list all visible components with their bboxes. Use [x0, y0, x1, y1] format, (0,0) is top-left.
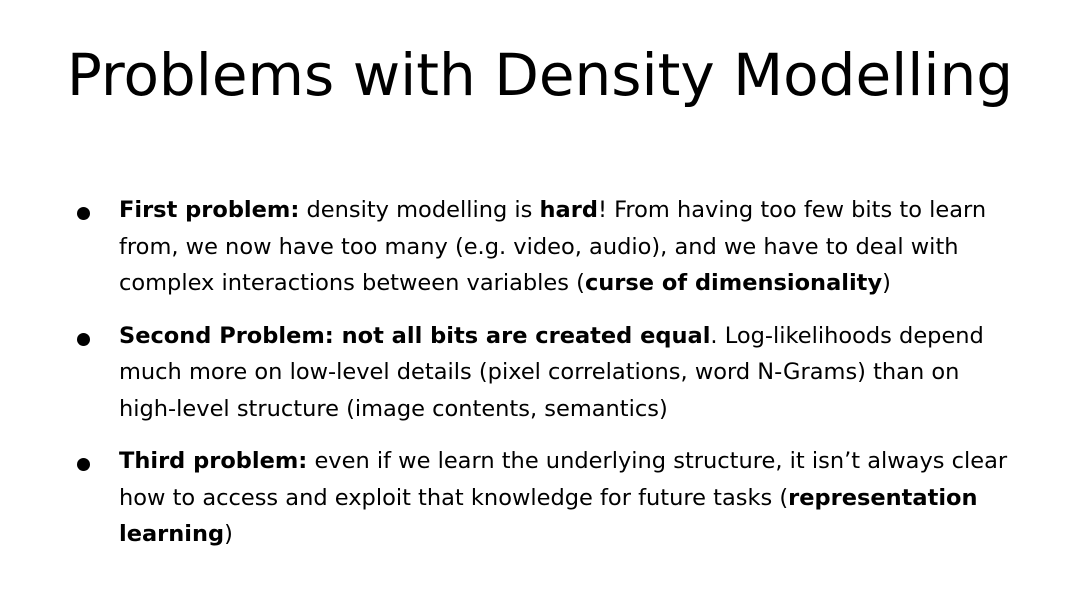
slide-title: Problems with Density Modelling	[66, 41, 1014, 109]
bullet-text: . Log-likelihoods depend much more on low-level details (pixel correlations, word N-Grams) than on high-level structure (image contents, semantics)	[119, 322, 984, 422]
bullet-list	[74, 192, 1009, 569]
bullet-dot-icon	[77, 333, 90, 346]
bullet-emphasis: hard	[539, 197, 598, 223]
bullet-first-problem	[74, 192, 1009, 302]
bullet-dot-icon	[77, 207, 90, 220]
bullet-third-problem	[74, 443, 1009, 553]
bullet-lead: Second Problem: not all bits are created equal	[119, 322, 711, 349]
bullet-text: )	[882, 270, 891, 296]
bullet-emphasis: representation learning	[119, 484, 978, 547]
bullet-text: )	[224, 521, 233, 547]
bullet-dot-icon	[77, 458, 90, 471]
bullet-lead: Third problem:	[119, 448, 308, 474]
bullet-text: ! From having too few bits to learn from, we now have too many (e.g. video, audio), and we have to deal with complex interactions between variables (	[119, 197, 987, 296]
bullet-lead: First problem:	[119, 197, 300, 223]
bullet-text: density modelling is	[299, 197, 540, 223]
bullet-second-problem	[74, 318, 1009, 428]
bullet-text: even if we learn the underlying structure, it isn’t always clear how to access and exploit that knowledge for future tasks (	[119, 448, 1008, 511]
bullet-emphasis: curse of dimensionality	[584, 270, 883, 296]
